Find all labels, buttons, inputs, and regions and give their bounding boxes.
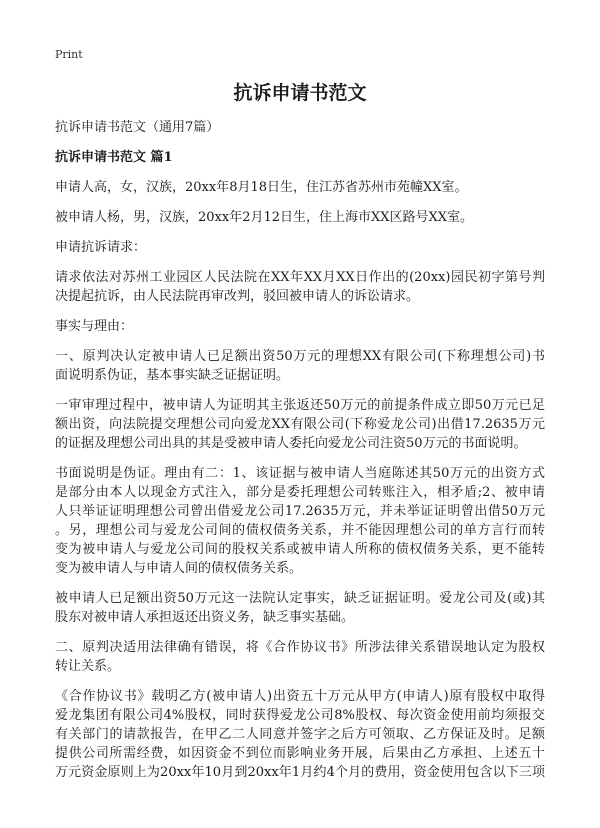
written-statement-paragraph (55, 464, 545, 578)
paragraph-line: 提供公司所需经费，如因资金不到位而影响业务开展，后果由乙方承担、上述五十 (55, 746, 545, 761)
paragraph-line: 人只举证证明理想公司曾出借爱龙公司17.2635万元，并未举证证明曾出借50万元 (55, 504, 545, 519)
document-title: 抗诉申请书范文 (233, 82, 367, 104)
print-link[interactable]: Print (55, 48, 83, 61)
fact-point-one (55, 347, 545, 385)
fact-point-two (55, 638, 545, 676)
facts-heading (55, 317, 545, 336)
paragraph-line: 面说明系伪证，基本事实缺乏证据证明。 (55, 368, 290, 383)
paragraph-line: 申请抗诉请求： (55, 240, 147, 255)
paragraph-line: 额出资，向法院提交理想公司向爱龙XX有限公司(下称爱龙公司)出借17.2635万元 (55, 417, 545, 432)
request-paragraph (55, 268, 545, 306)
document-body (55, 118, 545, 793)
paragraph-line: 申请人高，女，汉族，20xx年8月18日生，住江苏省苏州市苑幢XX室。 (55, 180, 468, 195)
cooperation-agreement-paragraph (55, 687, 545, 782)
paragraph-line: 二、原判决适用法律确有错误，将《合作协议书》所涉法律关系错误地认定为股权 (55, 640, 545, 655)
paragraph-line: 爱龙集团有限公司4%股权，同时获得爱龙公司8%股权、每次资金使用前均须报交 (55, 708, 545, 723)
request-heading (55, 238, 545, 257)
paragraph-line: 抗诉申请书范文（通用7篇） (55, 120, 220, 135)
section-heading (55, 148, 545, 167)
paragraph-line: 万元资金原则上为20xx年10月到20xx年1月约4个月的费用，资金使用包含以下三项 (55, 765, 545, 780)
paragraph-line: 决提起抗诉，由人民法院再审改判，驳回被申请人的诉讼请求。 (55, 289, 420, 304)
paragraph-line: 。另，理想公司与爱龙公司间的债权债务关系，并不能因理想公司的单方言行而转 (55, 523, 545, 538)
paragraph-line: 是部分由本人以现金方式注入，部分是委托理想公司转账注入，相矛盾;2、被申请 (55, 485, 545, 500)
paragraph-line: 一审审理过程中，被申请人为证明其主张返还50万元的前提条件成立即50万元已足 (55, 398, 545, 413)
document-subtitle (55, 118, 545, 137)
paragraph-line: 《合作协议书》载明乙方(被申请人)出资五十万元从甲方(申请人)原有股权中取得 (55, 689, 545, 704)
paragraph-line: 有关部门的请款报告，在甲乙二人同意并签字之后方可领取、乙方保证及时。足额 (55, 727, 545, 742)
paragraph-line: 一、原判决认定被申请人已足额出资50万元的理想XX有限公司(下称理想公司)书 (55, 349, 545, 364)
paragraph-line: 股东对被申请人承担返还出资义务，缺乏事实基础。 (55, 610, 355, 625)
first-instance-paragraph (55, 396, 545, 453)
paragraph-line: 事实与理由： (55, 319, 134, 334)
paragraph-line: 抗诉申请书范文 篇1 (55, 150, 173, 165)
applicant-info (55, 178, 545, 197)
paragraph-line: 被申请人杨，男，汉族，20xx年2月12日生，住上海市XX区路号XX室。 (55, 210, 474, 225)
respondent-info (55, 208, 545, 227)
paragraph-line: 请求依法对苏州工业园区人民法院在XX年XX月XX日作出的(20xx)园民初字第号判 (55, 270, 545, 285)
paragraph-line: 变为被申请人与爱龙公司间的股权关系或被申请人所称的债权债务关系，更不能转 (55, 542, 545, 557)
capital-contribution-paragraph (55, 589, 545, 627)
paragraph-line: 书面说明是伪证。理由有二：1、该证据与被申请人当庭陈述其50万元的出资方式 (55, 466, 545, 481)
paragraph-line: 变为被申请人与申请人间的债权债务关系。 (55, 561, 303, 576)
paragraph-line: 的证据及理想公司出具的其是受被申请人委托向爱龙公司注资50万元的书面说明。 (55, 436, 527, 451)
paragraph-line: 被申请人已足额出资50万元这一法院认定事实，缺乏证据证明。爱龙公司及(或)其 (55, 591, 545, 606)
paragraph-line: 转让关系。 (55, 659, 121, 674)
